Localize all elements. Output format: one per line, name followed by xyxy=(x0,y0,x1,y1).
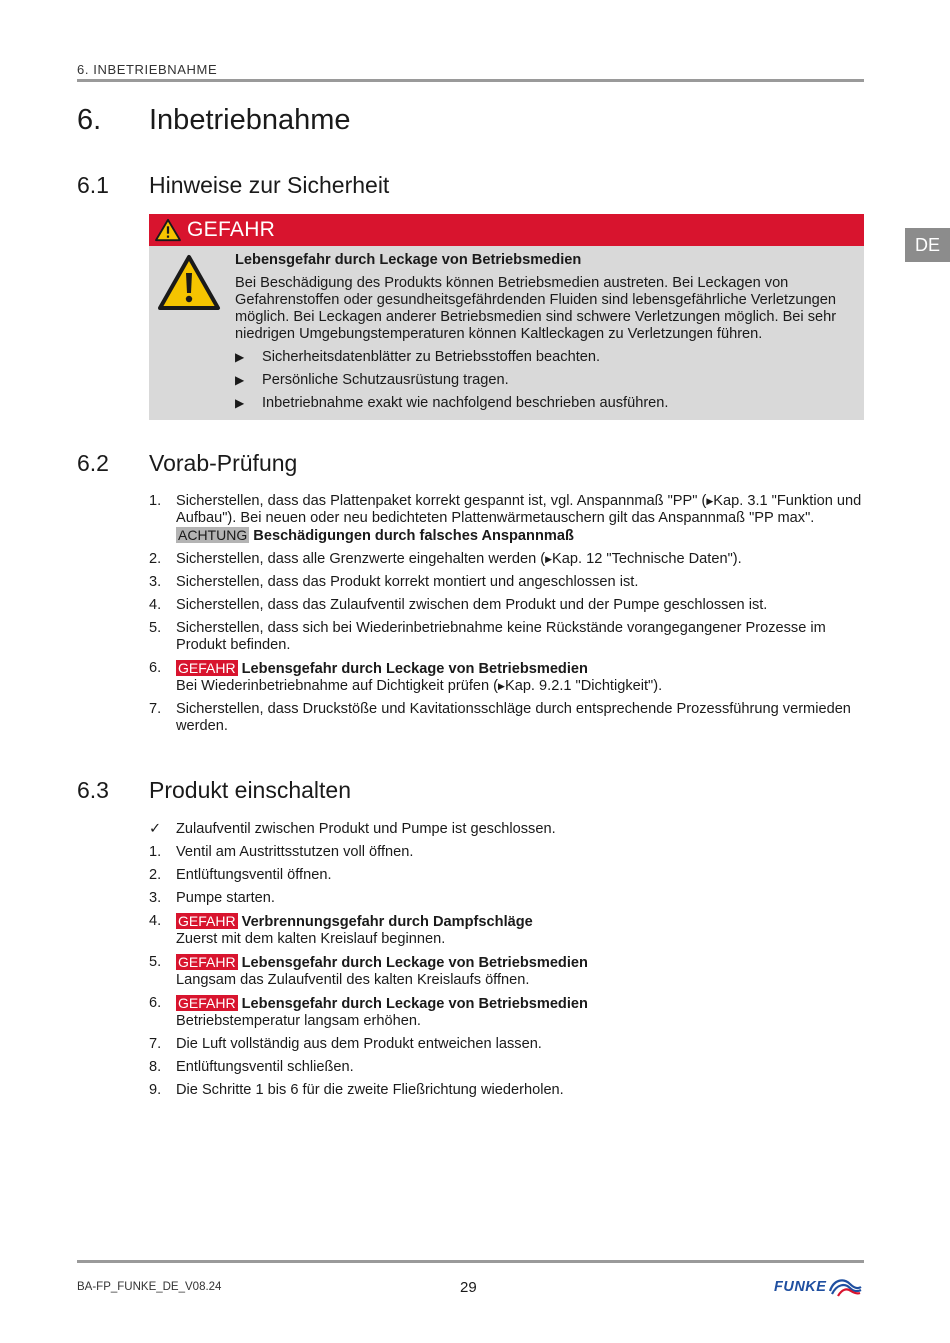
check-icon: ✓ xyxy=(149,821,162,837)
step-number: 6. xyxy=(149,660,162,676)
step-number: 9. xyxy=(149,1082,162,1098)
step-text: Entlüftungsventil schließen. xyxy=(176,1059,354,1075)
step-text: Sicherstellen, dass alle Grenzwerte eingehalten werden ( xyxy=(176,551,546,567)
step-number: 7. xyxy=(149,1036,162,1052)
cross-reference[interactable]: Kap. 12 "Technische Daten"). xyxy=(552,551,742,567)
precondition-text: Zulaufventil zwischen Produkt und Pumpe ist geschlossen. xyxy=(176,821,556,837)
danger-badge-title: Lebensgefahr durch Leckage von Betriebsmedien xyxy=(241,996,588,1012)
danger-badge: GEFAHR xyxy=(178,660,236,676)
section-number: 6.3 xyxy=(77,777,109,803)
notice-title: Beschädigungen durch falsches Anspannmaß xyxy=(253,528,574,544)
step-number: 1. xyxy=(149,493,162,509)
step-number: 6. xyxy=(149,995,162,1011)
chapter-title: Inbetriebnahme xyxy=(149,104,351,136)
section-heading-6-1 xyxy=(77,172,864,202)
step-number: 8. xyxy=(149,1059,162,1075)
danger-notice xyxy=(149,214,864,420)
danger-content xyxy=(235,252,859,412)
section-title: Vorab-Prüfung xyxy=(149,450,298,476)
danger-label: GEFAHR xyxy=(187,218,276,241)
document-id: BA-FP_FUNKE_DE_V08.24 xyxy=(77,1281,222,1293)
section-title: Hinweise zur Sicherheit xyxy=(149,172,390,198)
danger-badge: GEFAHR xyxy=(178,913,236,929)
danger-notice-header xyxy=(149,214,864,246)
danger-badge-title: Verbrennungsgefahr durch Dampfschläge xyxy=(241,914,533,930)
step-text: Sicherstellen, dass das Plattenpaket korrekt gespannt ist, vgl. Anspannmaß "PP" ( xyxy=(176,493,707,509)
danger-title: Lebensgefahr durch Leckage von Betriebsmedien xyxy=(235,252,582,268)
brand-wordmark: FUNKE xyxy=(774,1279,827,1295)
list-item xyxy=(149,493,864,545)
step-text: Sicherstellen, dass Druckstöße und Kavitationsschläge durch entsprechende Prozessführung vermieden werden. xyxy=(176,701,851,734)
running-header: 6. INBETRIEBNAHME xyxy=(77,62,218,77)
list-item xyxy=(149,660,864,695)
step-number: 4. xyxy=(149,913,162,929)
bullet-text: Inbetriebnahme exakt wie nachfolgend beschrieben ausführen. xyxy=(262,395,669,411)
list-item xyxy=(149,551,864,568)
list-item xyxy=(149,1059,864,1076)
page-number: 29 xyxy=(460,1279,477,1296)
section-number: 6.2 xyxy=(77,450,109,476)
step-number: 5. xyxy=(149,954,162,970)
list-item xyxy=(149,701,864,735)
list-item xyxy=(235,349,859,366)
list-item xyxy=(149,867,864,884)
danger-badge: GEFAHR xyxy=(178,995,236,1011)
list-item xyxy=(149,821,864,838)
step-number: 2. xyxy=(149,867,162,883)
list-item xyxy=(149,913,864,948)
list-item xyxy=(149,844,864,861)
danger-badge: GEFAHR xyxy=(178,954,236,970)
step-text: Sicherstellen, dass das Produkt korrekt montiert und angeschlossen ist. xyxy=(176,574,639,590)
danger-badge-title: Lebensgefahr durch Leckage von Betriebsmedien xyxy=(241,661,588,677)
step-text: Zuerst mit dem kalten Kreislauf beginnen. xyxy=(176,931,446,947)
section-number: 6.1 xyxy=(77,172,109,198)
step-text: Die Schritte 1 bis 6 für die zweite Fließrichtung wiederholen. xyxy=(176,1082,564,1098)
step-text: Langsam das Zulaufventil des kalten Kreislaufs öffnen. xyxy=(176,972,530,988)
triangle-right-icon: ▶ xyxy=(235,350,245,364)
list-item xyxy=(149,995,864,1030)
cross-reference[interactable]: Kap. 9.2.1 "Dichtigkeit"). xyxy=(504,678,663,694)
bullet-text: Persönliche Schutzausrüstung tragen. xyxy=(262,372,509,388)
list-item xyxy=(149,597,864,614)
step-number: 3. xyxy=(149,890,162,906)
list-item xyxy=(235,372,859,389)
step-text: Ventil am Austrittsstutzen voll öffnen. xyxy=(176,844,414,860)
triangle-right-icon: ▶ xyxy=(235,373,245,387)
step-text: Pumpe starten. xyxy=(176,890,275,906)
step-text: Entlüftungsventil öffnen. xyxy=(176,867,332,883)
list-item xyxy=(149,574,864,591)
list-item xyxy=(149,954,864,989)
section-title: Produkt einschalten xyxy=(149,777,352,803)
step-number: 1. xyxy=(149,844,162,860)
brand-logo xyxy=(774,1276,862,1298)
cross-reference[interactable]: Kap. 3.1 "Funktion und Aufbau"). Bei neuen oder neu bedichteten Plattenwärmetauschern gilt das Anspannmaß "PP max". xyxy=(176,493,862,526)
warning-triangle-icon xyxy=(157,254,221,312)
step-number: 7. xyxy=(149,701,162,717)
reference-arrow-icon: ▶ xyxy=(545,554,553,564)
step-text: Betriebstemperatur langsam erhöhen. xyxy=(176,1013,421,1029)
header-rule xyxy=(77,79,864,82)
step-text: Sicherstellen, dass das Zulaufventil zwischen dem Produkt und der Pumpe geschlossen ist. xyxy=(176,597,768,613)
list-item xyxy=(149,620,864,654)
list-item xyxy=(235,395,859,412)
step-number: 3. xyxy=(149,574,162,590)
section-heading-6-2 xyxy=(77,450,864,480)
chapter-number: 6. xyxy=(77,104,102,136)
step-text: Sicherstellen, dass sich bei Wiederinbetriebnahme keine Rückstände vorangegangener Prozesse im Produkt befinden. xyxy=(176,620,826,653)
footer-rule xyxy=(77,1260,864,1263)
warning-triangle-icon xyxy=(153,218,183,242)
list-item xyxy=(149,1082,864,1099)
section-heading-6-3 xyxy=(77,777,864,807)
list-item xyxy=(149,890,864,907)
step-list-6-3 xyxy=(149,821,864,1105)
reference-arrow-icon: ▶ xyxy=(706,496,714,506)
step-number: 4. xyxy=(149,597,162,613)
language-tab: DE xyxy=(905,228,950,262)
step-text: Die Luft vollständig aus dem Produkt entweichen lassen. xyxy=(176,1036,542,1052)
danger-badge-title: Lebensgefahr durch Leckage von Betriebsmedien xyxy=(241,955,588,971)
reference-arrow-icon: ▶ xyxy=(498,681,505,691)
step-list-6-2 xyxy=(149,493,864,741)
list-item xyxy=(149,1036,864,1053)
step-text: Bei Wiederinbetriebnahme auf Dichtigkeit prüfen ( xyxy=(176,678,499,694)
notice-badge: ACHTUNG xyxy=(178,527,248,543)
danger-text: Bei Beschädigung des Produkts können Betriebsmedien austreten. Bei Leckagen von Gefahrenstoffen oder gesundheitsgefährdenden Fluiden sind lebensgefährliche Verletzungen möglich. Bei Leckagen anderer Betriebsmedien sind schwere Verletzungen möglich. Bei sehr niedrigen Umgebungstemperaturen können Kaltleckagen zu Verletzungen führen. xyxy=(235,275,837,342)
brand-emblem-icon xyxy=(828,1276,862,1298)
step-number: 5. xyxy=(149,620,162,636)
triangle-right-icon: ▶ xyxy=(235,396,245,410)
step-number: 2. xyxy=(149,551,162,567)
bullet-text: Sicherheitsdatenblätter zu Betriebsstoffen beachten. xyxy=(262,349,601,365)
